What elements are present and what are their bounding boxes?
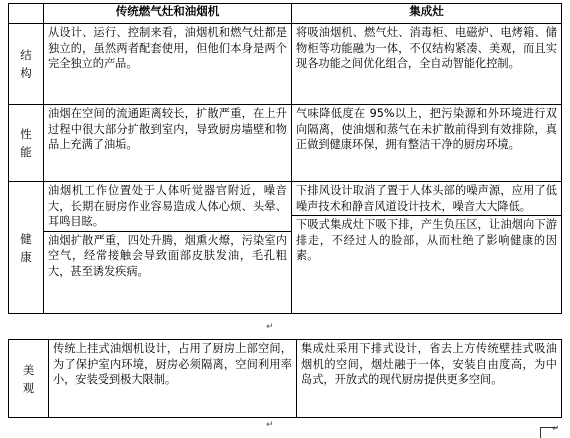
appearance-table [8, 339, 562, 418]
header-blank-cell [9, 4, 44, 24]
table-row [9, 340, 562, 418]
header-integrated: 集成灶 [292, 4, 562, 24]
row-label-structure: 结构 [9, 24, 44, 105]
comparison-table [8, 3, 562, 314]
paragraph-mark: ↵ [266, 322, 274, 332]
table-row [9, 182, 562, 314]
cell-traditional-health [44, 182, 292, 314]
row-label-health: 健康 [9, 182, 44, 314]
cell-traditional-structure: 从设计、运行、控制来看，油烟机和燃气灶都是独立的，虽然两者配套使用，但他们本身是两个完全独立的产品。 [44, 24, 292, 105]
cell-integrated-performance: 气味降低度在 95%以上，把污染源和外环境进行双向隔离，使油烟和蒸气在未扩散前得到有效排除，真正做到健康环保，拥有整洁干净的厨房环境。 [292, 105, 562, 182]
header-traditional: 传统燃气灶和油烟机 [44, 4, 292, 24]
cell-integrated-structure: 将吸油烟机、燃气灶、消毒柜、电磁炉、电烤箱、储物柜等功能融为一体，不仅结构紧凑、美观，而且实现各功能之间优化组合，全自动智能化控制。 [292, 24, 562, 105]
cell-traditional-appearance: 传统上挂式油烟机设计，占用了厨房上部空间，为了保护室内环境，厨房必须隔离，空间利用率小，安装受到极大限制。 [49, 340, 297, 418]
row-label-performance: 性能 [9, 105, 44, 182]
cell-integrated-appearance: 集成灶采用下排式设计，省去上方传统壁挂式吸油烟机的空间，烟灶融于一体，安装自由度高，为中岛式，开放式的现代厨房提供更多空间。 [297, 340, 562, 418]
health-integrated-part-1: 下排风设计取消了置于人体头部的噪声源，应用了低噪声技术和静音风道设计技术，噪音大大降低。 [296, 184, 557, 213]
paragraph-mark: ↵ [552, 424, 560, 434]
health-traditional-part-1: 油烟机工作位置处于人体听觉器官附近，噪音大，长期在厨房作业容易造成人体心烦、头晕、耳鸣目眩。 [48, 184, 287, 228]
cell-traditional-performance: 油烟在空间的流通距离较长，扩散严重，在上升过程中很大部分扩散到室内，导致厨房墙壁和物品上充满了油垢。 [44, 105, 292, 182]
table-header-row [9, 4, 562, 24]
cell-integrated-health [292, 182, 562, 314]
paragraph-mark: ↵ [266, 420, 274, 430]
table-row [9, 105, 562, 182]
table-resize-handle[interactable] [540, 427, 557, 438]
table-row [9, 24, 562, 105]
health-integrated-part-2: 下吸式集成灶下吸下排，产生负压区，让油烟向下游排走，不经过人的脸部，从而杜绝了影响健康的因素。 [292, 215, 561, 265]
health-traditional-part-2: 油烟扩散严重，四处升腾，烟熏火燎，污染室内空气，经常接触会导致面部皮肤发油，毛孔粗大，甚至诱发疾病。 [44, 231, 291, 281]
row-label-appearance: 美观 [9, 340, 49, 418]
